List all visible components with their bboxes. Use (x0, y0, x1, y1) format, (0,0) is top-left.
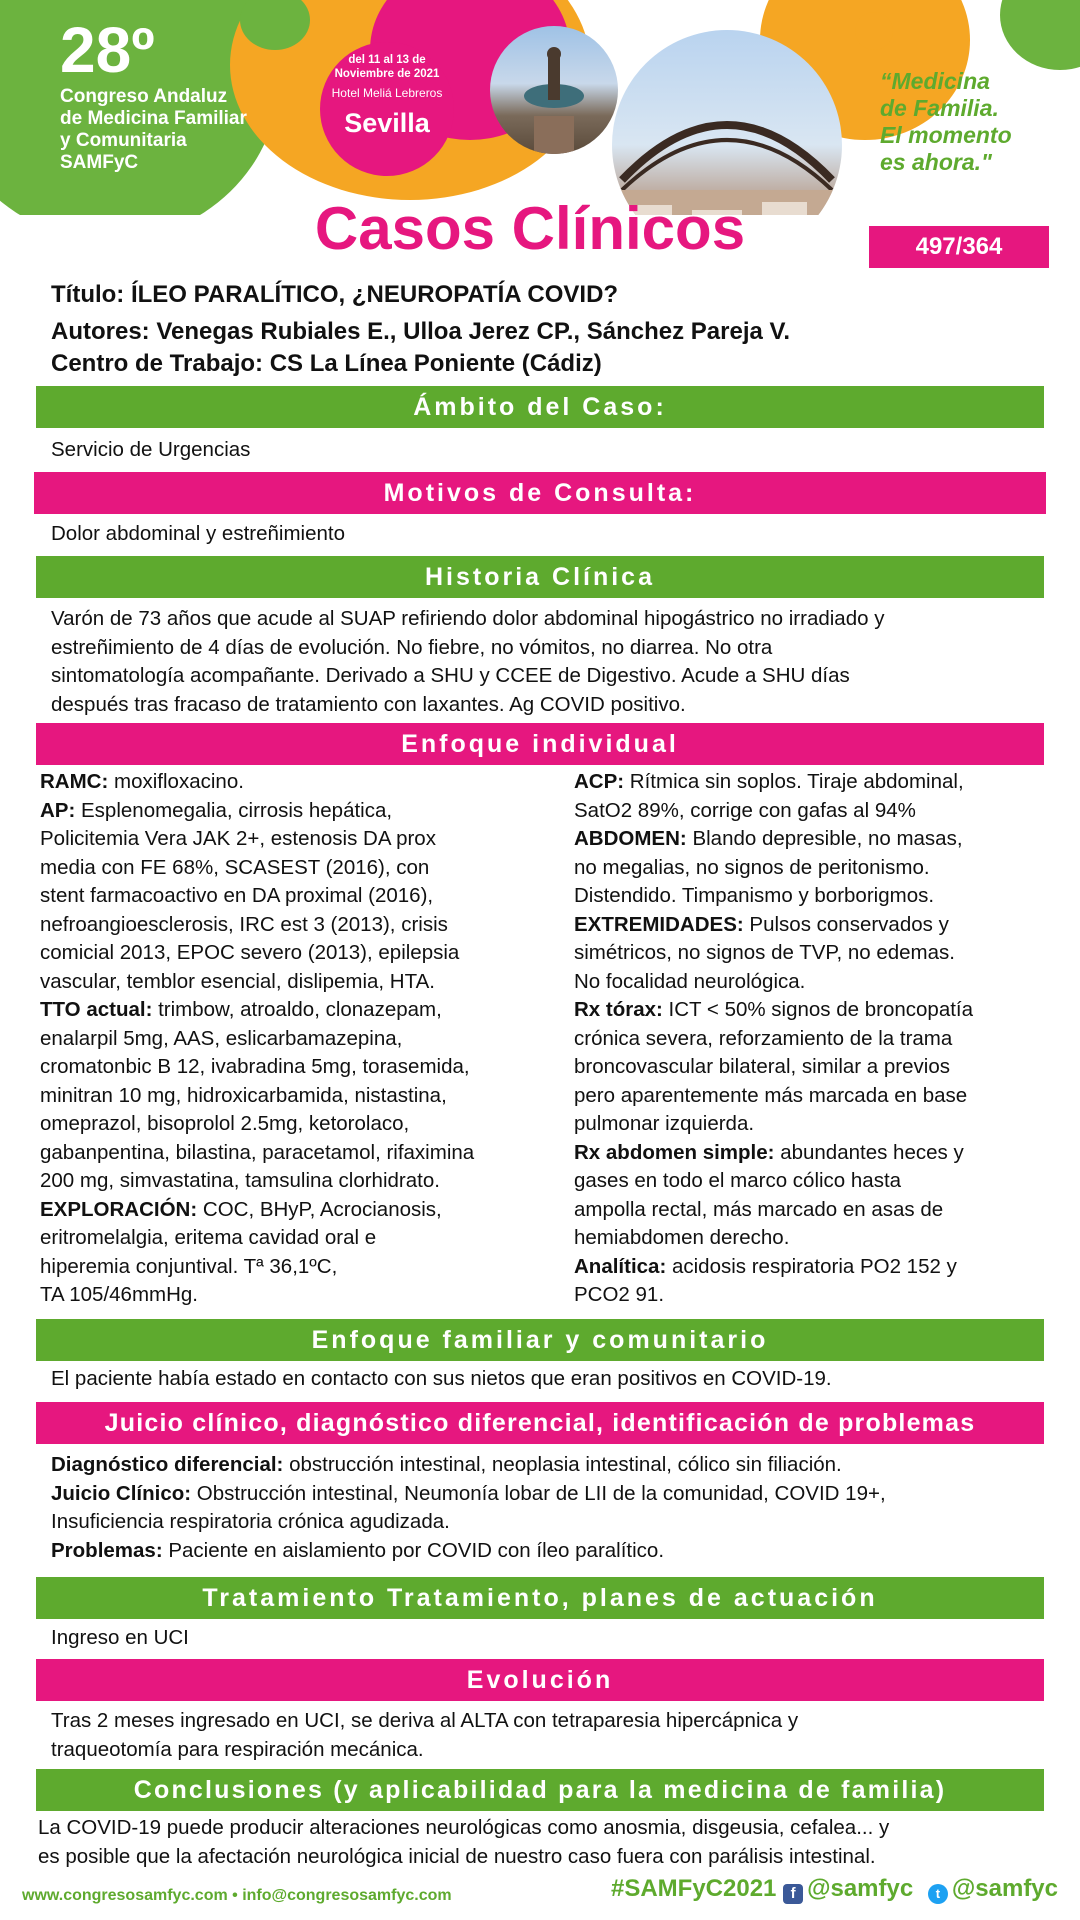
text-line: ACP: Rítmica sin soplos. Tiraje abdominal, (574, 770, 964, 793)
section-text-ambito: Servicio de Urgencias (51, 438, 251, 461)
text-line: cromatonbic B 12, ivabradina 5mg, torasemida, (40, 1055, 470, 1078)
text-line: crónica severa, reforzamiento de la trama (574, 1026, 953, 1050)
text-line: después tras fracaso de tratamiento con laxantes. Ag COVID positivo. (51, 692, 686, 716)
slogan-line: “Medicina (880, 68, 990, 94)
text-line: no megalias, no signos de peritonismo. (574, 855, 930, 879)
text-line: estreñimiento de 4 días de evolución. No fiebre, no vómitos, no diarrea. No otra (51, 635, 773, 659)
statue-photo (490, 26, 618, 154)
section-header-ambito: Ámbito del Caso: (36, 386, 1044, 428)
footer-contact[interactable]: www.congresosamfyc.com • info@congresosamfyc.com (22, 1887, 452, 1904)
section-header-juicio: Juicio clínico, diagnóstico diferencial, identificación de problemas (36, 1402, 1044, 1444)
twitter-icon: t (928, 1884, 948, 1904)
text-line: Distendido. Timpanismo y borborigmos. (574, 884, 935, 907)
text-line: nefroangioesclerosis, IRC est 3 (2013), crisis (40, 912, 448, 936)
text-line: AP: Esplenomegalia, cirrosis hepática, (40, 798, 393, 822)
text-line: sintomatología acompañante. Derivado a SHU y CCEE de Digestivo. Acude a SHU días (51, 664, 850, 687)
text-line: stent farmacoactivo en DA proximal (2016), (40, 884, 434, 907)
facebook-handle[interactable]: @samfyc (807, 1875, 914, 1902)
orange-dot (855, 12, 893, 50)
dates-line: del 11 al 13 de (348, 54, 426, 66)
text-line: Policitemia Vera JAK 2+, estenosis DA prox (40, 827, 436, 850)
enfoque-individual-left-column (40, 768, 570, 1310)
section-text-tratamiento: Ingreso en UCI (51, 1626, 189, 1649)
text-line: hiperemia conjuntival. Tª 36,1ºC, (40, 1254, 338, 1278)
text-line: La COVID-19 puede producir alteraciones neurológicas como anosmia, disgeusia, cefalea... y (38, 1816, 890, 1839)
text-line: eritromelalgia, eritema cavidad oral e (40, 1226, 377, 1249)
text-line: hemiabdomen derecho. (574, 1226, 790, 1249)
event-line: SAMFyC (60, 152, 139, 173)
slogan-line: es ahora." (880, 149, 992, 175)
text-line: EXTREMIDADES: Pulsos conservados y (574, 912, 949, 936)
venue-badge (320, 42, 454, 176)
slogan (880, 68, 1012, 176)
section-text-conclusiones (38, 1814, 889, 1871)
text-line: Varón de 73 años que acude al SUAP refiriendo dolor abdominal hipogástrico no irradiado y (51, 607, 885, 630)
text-line: gases en todo el marco cólico hasta (574, 1169, 902, 1192)
city-name: Sevilla (344, 108, 430, 138)
event-line: y Comunitaria (60, 130, 187, 151)
section-header-enfoque-familiar: Enfoque familiar y comunitario (36, 1319, 1044, 1361)
text-line: ABDOMEN: Blando depresible, no masas, (574, 827, 963, 850)
text-line: PCO2 91. (574, 1283, 665, 1306)
text-line: SatO2 89%, corrige con gafas al 94% (574, 798, 916, 822)
slogan-line: El momento (880, 122, 1012, 148)
section-text-motivos: Dolor abdominal y estreñimiento (51, 522, 345, 545)
section-text-historia (51, 605, 884, 719)
section-header-motivos: Motivos de Consulta: (34, 472, 1046, 514)
hashtag[interactable]: #SAMFyC2021 (610, 1875, 777, 1902)
text-line: Juicio Clínico: Obstrucción intestinal, Neumonía lobar de LII de la comunidad, COVID 19+, (51, 1481, 886, 1505)
text-line: traqueotomía para respiración mecánica. (51, 1737, 424, 1761)
text-line: Rx tórax: ICT < 50% signos de broncopatía (574, 998, 974, 1021)
text-line: Problemas: Paciente en aislamiento por COVID con íleo paralítico. (51, 1538, 665, 1562)
section-header-tratamiento: Tratamiento Tratamiento, planes de actuación (36, 1577, 1044, 1619)
text-line: Analítica: acidosis respiratoria PO2 152 y (574, 1254, 957, 1278)
text-line: gabanpentina, bilastina, paracetamol, rifaximina (40, 1140, 475, 1164)
text-line: Rx abdomen simple: abundantes heces y (574, 1140, 964, 1164)
section-header-evolucion: Evolución (36, 1659, 1044, 1701)
text-line: No focalidad neurológica. (574, 969, 806, 993)
facebook-icon: f (783, 1884, 803, 1904)
case-workplace: Centro de Trabajo: CS La Línea Poniente (Cádiz) (51, 350, 602, 377)
section-header-conclusiones: Conclusiones (y aplicabilidad para la medicina de familia) (36, 1769, 1044, 1811)
event-line: de Medicina Familiar (60, 108, 247, 129)
text-line: vascular, temblor esencial, dislipemia, HTA. (40, 969, 435, 993)
text-line: minitran 10 mg, hidroxicarbamida, nistastina, (40, 1083, 447, 1107)
case-title: Título: ÍLEO PARALÍTICO, ¿NEUROPATÍA COVID? (51, 281, 619, 308)
section-header-enfoque-individual: Enfoque individual (36, 723, 1044, 765)
green-corner (1000, 0, 1080, 70)
text-line: TA 105/46mmHg. (40, 1283, 198, 1306)
text-line: ampolla rectal, más marcado en asas de (574, 1197, 944, 1221)
text-line: simétricos, no signos de TVP, no edemas. (574, 941, 955, 964)
section-text-juicio (51, 1451, 886, 1565)
event-number: 28º (60, 14, 155, 86)
venue-name: Hotel Meliá Lebreros (331, 86, 443, 100)
event-name (60, 86, 247, 174)
text-line: comicial 2013, EPOC severo (2013), epilepsia (40, 941, 460, 964)
text-line: omeprazol, bisoprolol 2.5mg, ketorolaco, (40, 1112, 410, 1135)
page-title: Casos Clínicos (314, 195, 746, 262)
text-line: TTO actual: trimbow, atroaldo, clonazepam, (40, 998, 442, 1021)
section-text-enfoque-familiar: El paciente había estado en contacto con sus nietos que eran positivos en COVID-19. (51, 1367, 832, 1390)
text-line: media con FE 68%, SCASEST (2016), con (40, 855, 430, 879)
text-line: Tras 2 meses ingresado en UCI, se deriva al ALTA con tetraparesia hipercápnica y (51, 1709, 799, 1732)
text-line: RAMC: moxifloxacino. (40, 770, 244, 793)
case-authors: Autores: Venegas Rubiales E., Ulloa Jerez CP., Sánchez Pareja V. (51, 318, 790, 345)
event-line: Congreso Andaluz (60, 86, 228, 107)
section-text-evolucion (51, 1707, 798, 1764)
footer-social (611, 1875, 1058, 1904)
twitter-handle[interactable]: @samfyc (951, 1875, 1058, 1902)
dates-line: Noviembre de 2021 (334, 68, 440, 80)
section-header-historia: Historia Clínica (36, 556, 1044, 598)
case-code-badge: 497/364 (869, 226, 1049, 268)
text-line: Diagnóstico diferencial: obstrucción intestinal, neoplasia intestinal, cólico sin filiación. (51, 1453, 842, 1476)
text-line: EXPLORACIÓN: COC, BHyP, Acrocianosis, (40, 1197, 442, 1221)
text-line: broncovascular bilateral, similar a previos (574, 1055, 950, 1078)
enfoque-individual-right-column (574, 768, 1054, 1310)
text-line: 200 mg, simvastatina, tamsulina clorhidrato. (40, 1169, 440, 1192)
text-line: es posible que la afectación neurológica inicial de nuestro caso fuera con parálisis intestinal. (38, 1844, 876, 1868)
text-line: enalarpil 5mg, AAS, eslicarbamazepina, (40, 1026, 403, 1050)
text-line: pulmonar izquierda. (574, 1112, 755, 1135)
text-line: Insuficiencia respiratoria crónica agudizada. (51, 1510, 450, 1533)
text-line: pero aparentemente más marcada en base (574, 1083, 968, 1107)
slogan-line: de Familia. (880, 95, 999, 121)
